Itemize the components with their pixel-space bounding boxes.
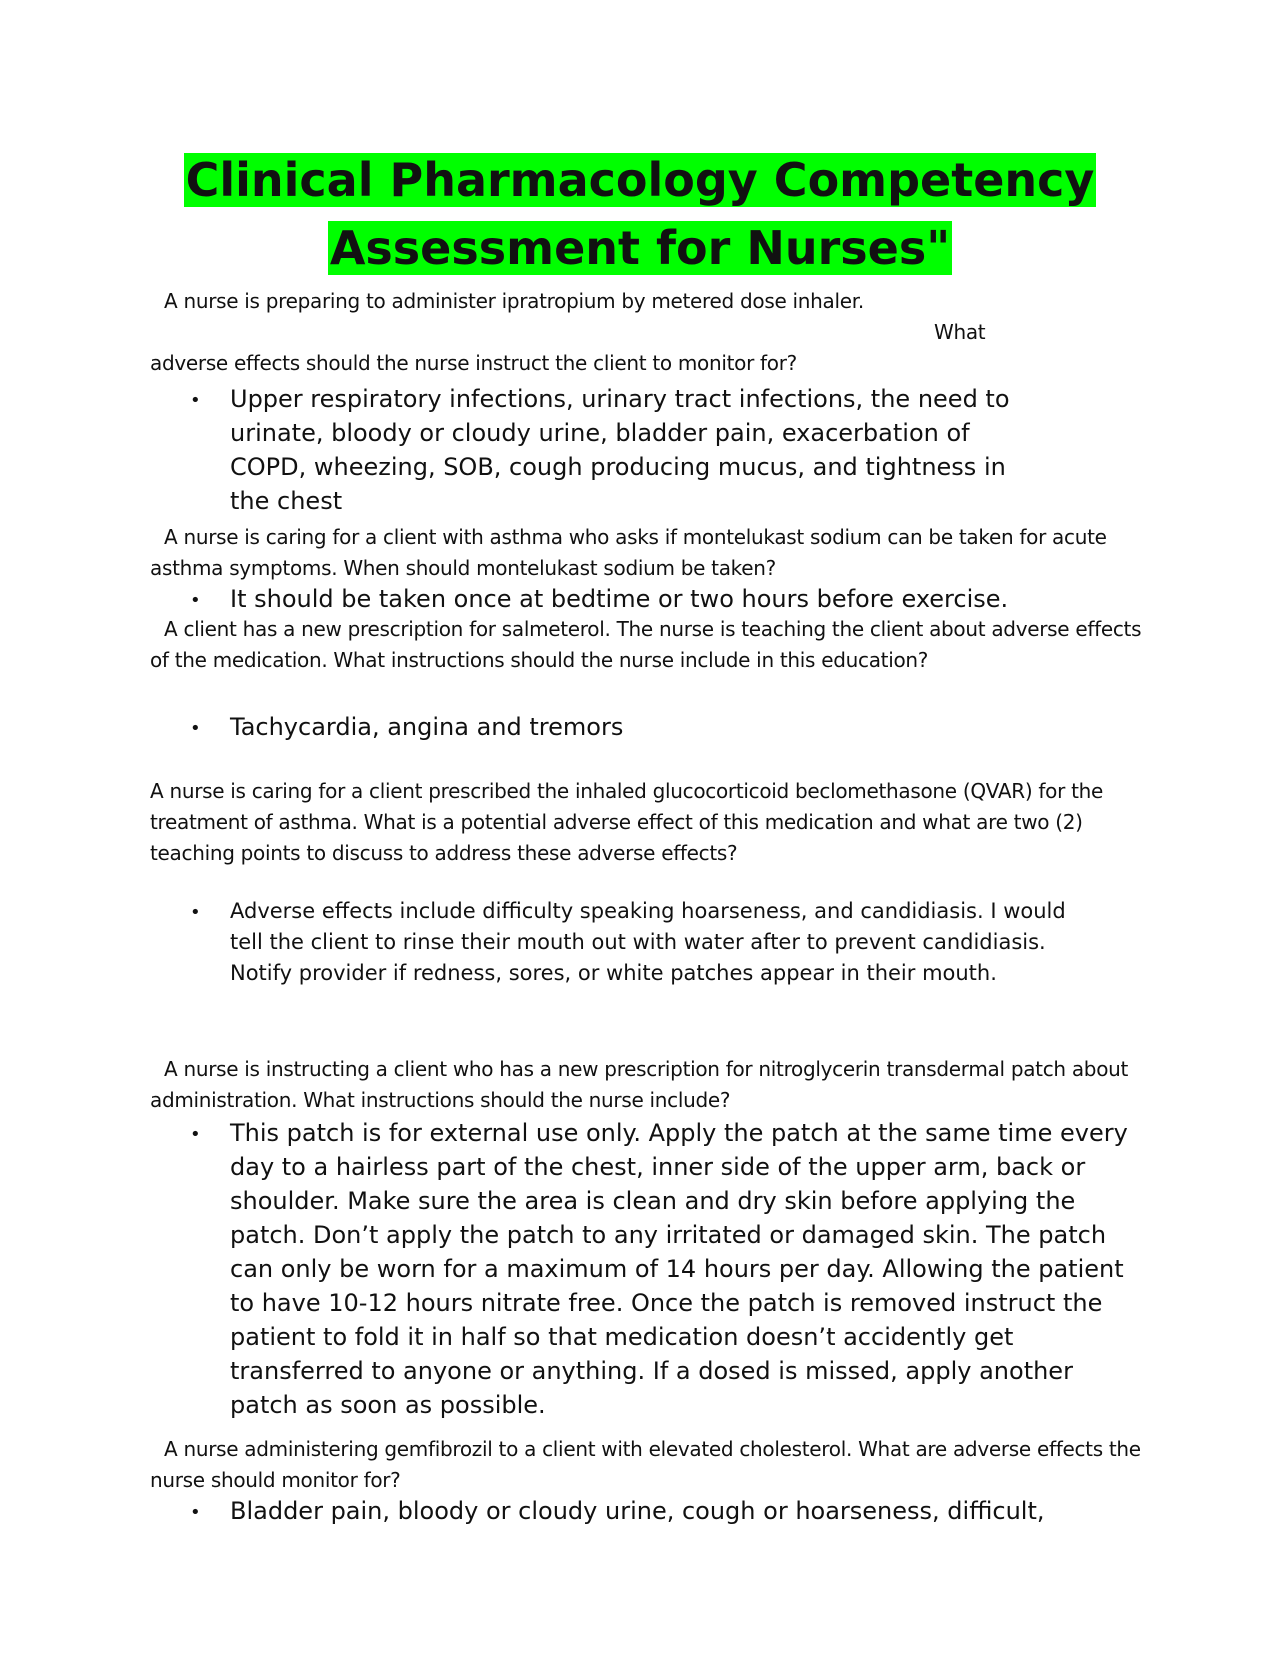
answer-2 [190, 582, 1190, 616]
bullet-icon: • [190, 902, 201, 923]
question-6 [150, 1434, 1160, 1496]
bullet-icon: • [190, 390, 201, 411]
question-3-text: A client has a new prescription for salmeterol. The nurse is teaching the client about adverse effects of the medication. What instructions should the nurse include in this education? [150, 617, 1142, 672]
title-line-1: Clinical Pharmacology Competency [185, 153, 1095, 207]
answer-1-text: Upper respiratory infections, urinary tract infections, the need to urinate, bloody or cloudy urine, bladder pain, exacerbation of COPD, wheezing, SOB, cough producing mucus, and tightness in the chest [230, 385, 1010, 515]
question-1 [150, 286, 1160, 379]
question-3 [150, 614, 1160, 676]
question-2-text: A nurse is caring for a client with asthma who asks if montelukast sodium can be taken for acute asthma symptoms. When should montelukast sodium be taken? [150, 525, 1107, 580]
answer-1 [190, 382, 1190, 518]
answer-5 [190, 1116, 1190, 1422]
question-2 [150, 522, 1160, 584]
bullet-icon: • [190, 1502, 201, 1523]
question-5-text: A nurse is instructing a client who has a new prescription for nitroglycerin transdermal patch about administration. What instructions should the nurse include? [150, 1057, 1129, 1112]
question-1-part-2: What [934, 320, 986, 344]
question-1-part-3: adverse effects should the nurse instruct the client to monitor for? [150, 351, 797, 375]
bullet-icon: • [190, 590, 201, 611]
question-4-text: A nurse is caring for a client prescribed the inhaled glucocorticoid beclomethasone (QVAR) for the treatment of asthma. What is a potential adverse effect of this medication and what are two (2) teaching points to discuss to address these adverse effects? [150, 779, 1104, 865]
answer-3 [190, 710, 1190, 744]
document-title [0, 146, 1280, 282]
question-1-part-1: A nurse is preparing to administer ipratropium by metered dose inhaler. [164, 289, 864, 313]
question-6-text: A nurse administering gemfibrozil to a client with elevated cholesterol. What are adverse effects the nurse should monitor for? [150, 1437, 1141, 1492]
bullet-icon: • [190, 718, 201, 739]
answer-2-text: It should be taken once at bedtime or two hours before exercise. [230, 585, 1009, 613]
title-line-2: Assessment for Nurses" [329, 221, 951, 275]
answer-4-text: Adverse effects include difficulty speaking hoarseness, and candidiasis. I would tell the client to rinse their mouth out with water after to prevent candidiasis. Notify provider if redness, sores, or white patches appear in their mouth. [230, 899, 1066, 985]
answer-3-text: Tachycardia, angina and tremors [230, 713, 624, 741]
question-5 [150, 1054, 1160, 1116]
answer-5-text: This patch is for external use only. Apply the patch at the same time every day to a hairless part of the chest, inner side of the upper arm, back or shoulder. Make sure the area is clean and dry skin before applying the patch. Don’t apply the patch to any irritated or damaged skin. The patch can only be worn for a maximum of 14 hours per day. Allowing the patient to have 10-12 hours nitrate free. Once the patch is removed instruct the patient to fold it in half so that medication doesn’t accidently get transferred to anyone or anything. If a dosed is missed, apply another patch as soon as possible. [230, 1119, 1128, 1419]
bullet-icon: • [190, 1124, 201, 1145]
answer-6-text: Bladder pain, bloody or cloudy urine, cough or hoarseness, difficult, [230, 1497, 1045, 1525]
question-4 [150, 776, 1160, 869]
answer-4 [190, 896, 1190, 989]
answer-6 [190, 1494, 1190, 1528]
